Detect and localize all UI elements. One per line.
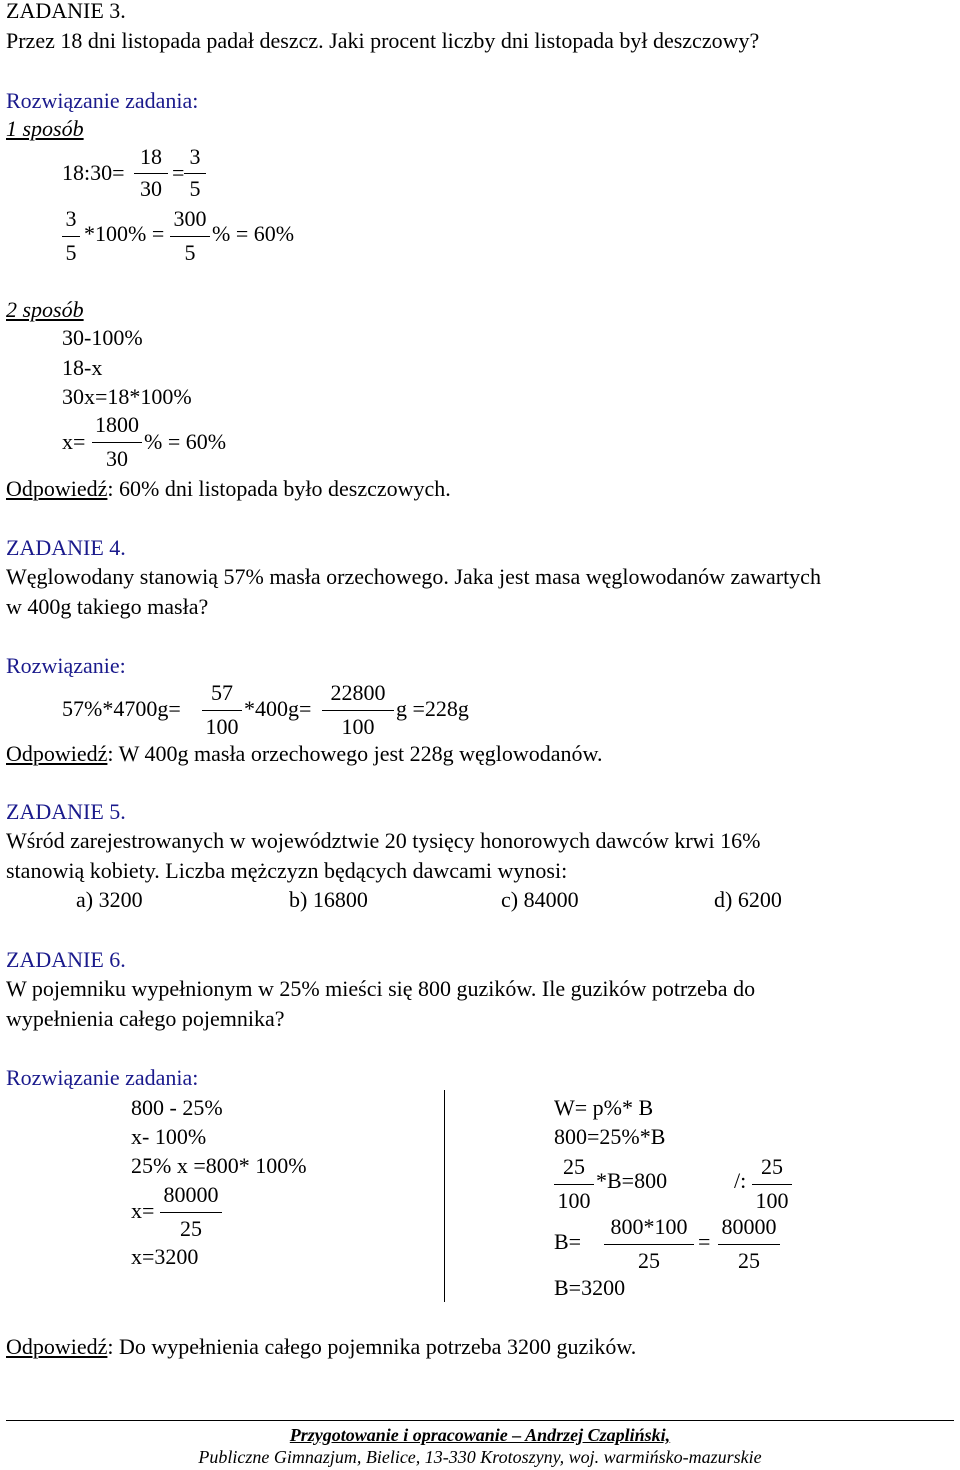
fraction-bar <box>160 1212 222 1213</box>
task3-m1-prefix: 18:30= <box>62 160 125 185</box>
task6-question-line-2: wypełnienia całego pojemnika? <box>6 1006 285 1031</box>
task4-fraction-1 <box>202 682 242 738</box>
fraction-bar <box>92 442 142 443</box>
fraction-bar <box>134 173 168 174</box>
answer-label: Odpowiedź <box>6 1334 108 1359</box>
fraction-numerator: 1800 <box>95 412 139 437</box>
task6-right-line-2: 800=25%*B <box>554 1124 666 1149</box>
task6-right-fraction-2 <box>752 1156 792 1212</box>
footer-school: Publiczne Gimnazjum, Bielice, 13-330 Krotoszyny, woj. warmińsko-mazurskie <box>198 1447 762 1467</box>
answer-label: Odpowiedź <box>6 741 108 766</box>
task3-m2-line-3: 30x=18*100% <box>62 384 192 409</box>
fraction-numerator: 57 <box>211 680 233 705</box>
task6-right-mid: *B=800 <box>596 1168 668 1193</box>
task6-right-div: /: <box>734 1168 747 1193</box>
task6-right-equals: = <box>698 1229 711 1254</box>
task6-answer <box>6 1336 636 1358</box>
task3-m2-line-2: 18-x <box>62 355 103 380</box>
fraction-numerator: 25 <box>761 1154 783 1179</box>
task4-eq-mid: *400g= <box>244 696 312 721</box>
task6-right-fraction-4 <box>718 1216 780 1272</box>
task3-m1-l2-mid: *100% = <box>84 221 165 246</box>
fraction-denominator: 25 <box>638 1248 660 1273</box>
task3-m1-fraction-2 <box>184 146 206 200</box>
task3-m2-end: % = 60% <box>144 429 227 454</box>
task4-solution-label: Rozwiązanie: <box>6 653 126 678</box>
fraction-numerator: 80000 <box>721 1214 777 1239</box>
fraction-denominator: 25 <box>180 1216 202 1241</box>
task3-m2-fraction <box>92 414 142 470</box>
fraction-denominator: 30 <box>106 446 128 471</box>
task3-m1-fraction-1 <box>134 146 168 200</box>
fraction-bar <box>170 236 210 237</box>
fraction-numerator: 800*100 <box>610 1214 688 1239</box>
task4-title: ZADANIE 4. <box>6 535 126 560</box>
footer-author: Przygotowanie i opracowanie – Andrzej Czapliński, <box>289 1425 671 1445</box>
fraction-denominator: 100 <box>205 714 239 739</box>
task4-eq-end: g =228g <box>396 696 469 721</box>
task3-m1-l2-end: % = 60% <box>212 221 295 246</box>
fraction-bar <box>752 1184 792 1185</box>
task5-option-d: d) 6200 <box>714 887 782 912</box>
task3-method2-label: 2 sposób <box>6 297 84 322</box>
task6-question-line-1: W pojemniku wypełnionym w 25% mieści się 800 guzików. Ile guzików potrzeba do <box>6 976 756 1001</box>
answer-text: : W 400g masła orzechowego jest 228g węglowodanów. <box>107 741 603 766</box>
task5-title: ZADANIE 5. <box>6 799 126 824</box>
footer-divider <box>6 1420 954 1421</box>
task5-option-b: b) 16800 <box>289 887 368 912</box>
fraction-numerator: 25 <box>563 1154 585 1179</box>
task3-m1-l2-fraction-2 <box>170 208 210 264</box>
task4-answer <box>6 743 603 765</box>
fraction-denominator: 5 <box>184 240 196 265</box>
task4-fraction-2 <box>322 682 394 738</box>
task3-m1-equals: = <box>172 160 185 185</box>
task3-answer <box>6 478 451 500</box>
fraction-denominator: 25 <box>738 1248 760 1273</box>
task6-left-x-prefix: x= <box>131 1198 155 1223</box>
task5-option-c: c) 84000 <box>501 887 579 912</box>
task6-left-result: x=3200 <box>131 1244 199 1269</box>
task4-eq-prefix: 57%*4700g= <box>62 696 181 721</box>
task3-m1-l2-fraction-1 <box>62 208 80 264</box>
fraction-denominator: 5 <box>189 176 201 201</box>
task6-left-line-2: x- 100% <box>131 1124 207 1149</box>
fraction-bar <box>604 1244 694 1245</box>
task5-option-a: a) 3200 <box>76 887 143 912</box>
fraction-bar <box>184 173 206 174</box>
task6-right-line-1: W= p%* B <box>554 1095 654 1120</box>
fraction-bar <box>62 236 80 237</box>
task6-left-fraction <box>160 1184 222 1240</box>
task6-left-line-1: 800 - 25% <box>131 1095 223 1120</box>
task6-right-fraction-3 <box>604 1216 694 1272</box>
task6-title: ZADANIE 6. <box>6 947 126 972</box>
fraction-denominator: 5 <box>65 240 77 265</box>
answer-label: Odpowiedź <box>6 476 108 501</box>
fraction-numerator: 80000 <box>163 1182 219 1207</box>
fraction-denominator: 100 <box>755 1188 789 1213</box>
fraction-numerator: 3 <box>189 144 201 169</box>
task5-question-line-2: stanowią kobiety. Liczba mężczyzn będących dawcami wynosi: <box>6 858 568 883</box>
fraction-denominator: 30 <box>140 176 162 201</box>
task5-question-line-1: Wśród zarejestrowanych w województwie 20 tysięcy honorowych dawców krwi 16% <box>6 828 761 853</box>
task6-right-result: B=3200 <box>554 1275 626 1300</box>
fraction-numerator: 18 <box>140 144 162 169</box>
fraction-bar <box>554 1184 594 1185</box>
task3-question: Przez 18 dni listopada padał deszcz. Jaki procent liczby dni listopada był deszczowy? <box>6 28 760 53</box>
task3-method1-label: 1 sposób <box>6 116 84 141</box>
fraction-bar <box>718 1244 780 1245</box>
task6-right-fraction-1 <box>554 1156 594 1212</box>
fraction-numerator: 22800 <box>330 680 386 705</box>
task4-question-line-1: Węglowodany stanowią 57% masła orzechowego. Jaka jest masa węglowodanów zawartych <box>6 564 821 589</box>
task4-question-line-2: w 400g takiego masła? <box>6 594 209 619</box>
task3-m2-x-prefix: x= <box>62 429 86 454</box>
task6-right-b-prefix: B= <box>554 1229 582 1254</box>
fraction-denominator: 100 <box>557 1188 591 1213</box>
column-divider <box>444 1090 445 1302</box>
task6-left-line-3: 25% x =800* 100% <box>131 1153 307 1178</box>
fraction-numerator: 300 <box>173 206 207 231</box>
fraction-bar <box>322 710 394 711</box>
fraction-bar <box>202 710 242 711</box>
task3-title: ZADANIE 3. <box>6 0 126 23</box>
fraction-denominator: 100 <box>341 714 375 739</box>
answer-text: : Do wypełnienia całego pojemnika potrzeba 3200 guzików. <box>107 1334 637 1359</box>
task3-solution-label: Rozwiązanie zadania: <box>6 88 199 113</box>
task6-solution-label: Rozwiązanie zadania: <box>6 1065 199 1090</box>
answer-text: : 60% dni listopada było deszczowych. <box>107 476 451 501</box>
fraction-numerator: 3 <box>65 206 77 231</box>
task3-m2-line-1: 30-100% <box>62 325 143 350</box>
